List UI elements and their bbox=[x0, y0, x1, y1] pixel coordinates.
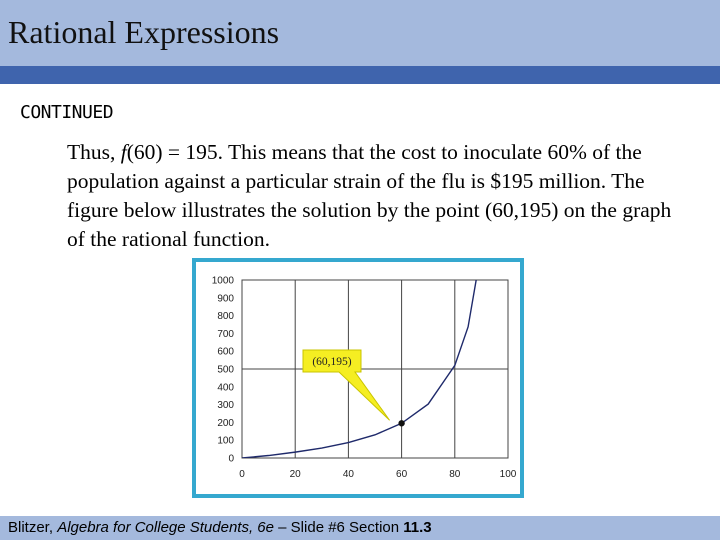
footer-book: Algebra for College Students, 6e bbox=[57, 519, 274, 536]
x-tick-label: 60 bbox=[396, 469, 408, 480]
y-tick-label: 400 bbox=[217, 382, 234, 394]
footer-slide: – Slide #6 Section bbox=[274, 519, 404, 536]
y-tick-label: 700 bbox=[217, 328, 234, 340]
series-line bbox=[242, 262, 497, 458]
y-tick-label: 600 bbox=[217, 346, 234, 358]
x-tick-label: 80 bbox=[449, 469, 461, 480]
highlight-point bbox=[398, 420, 404, 426]
footer-bar bbox=[0, 516, 720, 540]
y-tick-label: 1000 bbox=[211, 275, 234, 287]
x-tick-label: 100 bbox=[499, 469, 517, 480]
footer-author: Blitzer, bbox=[8, 519, 58, 536]
function-name: f bbox=[120, 140, 127, 164]
y-tick-label: 500 bbox=[217, 364, 234, 376]
footer-text bbox=[8, 519, 432, 536]
slide-subtitle: CONTINUED bbox=[20, 102, 114, 123]
title-stripe bbox=[0, 66, 720, 84]
y-tick-label: 300 bbox=[217, 400, 234, 412]
body-paragraph bbox=[67, 138, 677, 254]
slide-title: Rational Expressions bbox=[8, 14, 280, 50]
x-tick-label: 0 bbox=[239, 469, 245, 480]
title-bar bbox=[0, 0, 720, 66]
callout-label: (60,195) bbox=[312, 356, 352, 368]
y-tick-label: 200 bbox=[217, 417, 234, 429]
y-tick-label: 900 bbox=[217, 293, 234, 305]
y-tick-label: 800 bbox=[217, 311, 234, 323]
y-tick-label: 0 bbox=[228, 453, 234, 465]
x-tick-label: 40 bbox=[342, 469, 354, 480]
chart-frame bbox=[192, 258, 524, 498]
x-tick-label: 20 bbox=[289, 469, 301, 480]
chart bbox=[196, 262, 520, 494]
footer-section: 11.3 bbox=[403, 519, 432, 536]
body-text-rest: (60) = 195. This means that the cost to inoculate 60% of the population against a particular strain of the flu is $195 million. The figure below illustrates the solution by the point (60,195) on the graph of the rational function. bbox=[67, 140, 672, 251]
body-text-intro: Thus, bbox=[67, 140, 121, 164]
y-tick-label: 100 bbox=[217, 435, 234, 447]
